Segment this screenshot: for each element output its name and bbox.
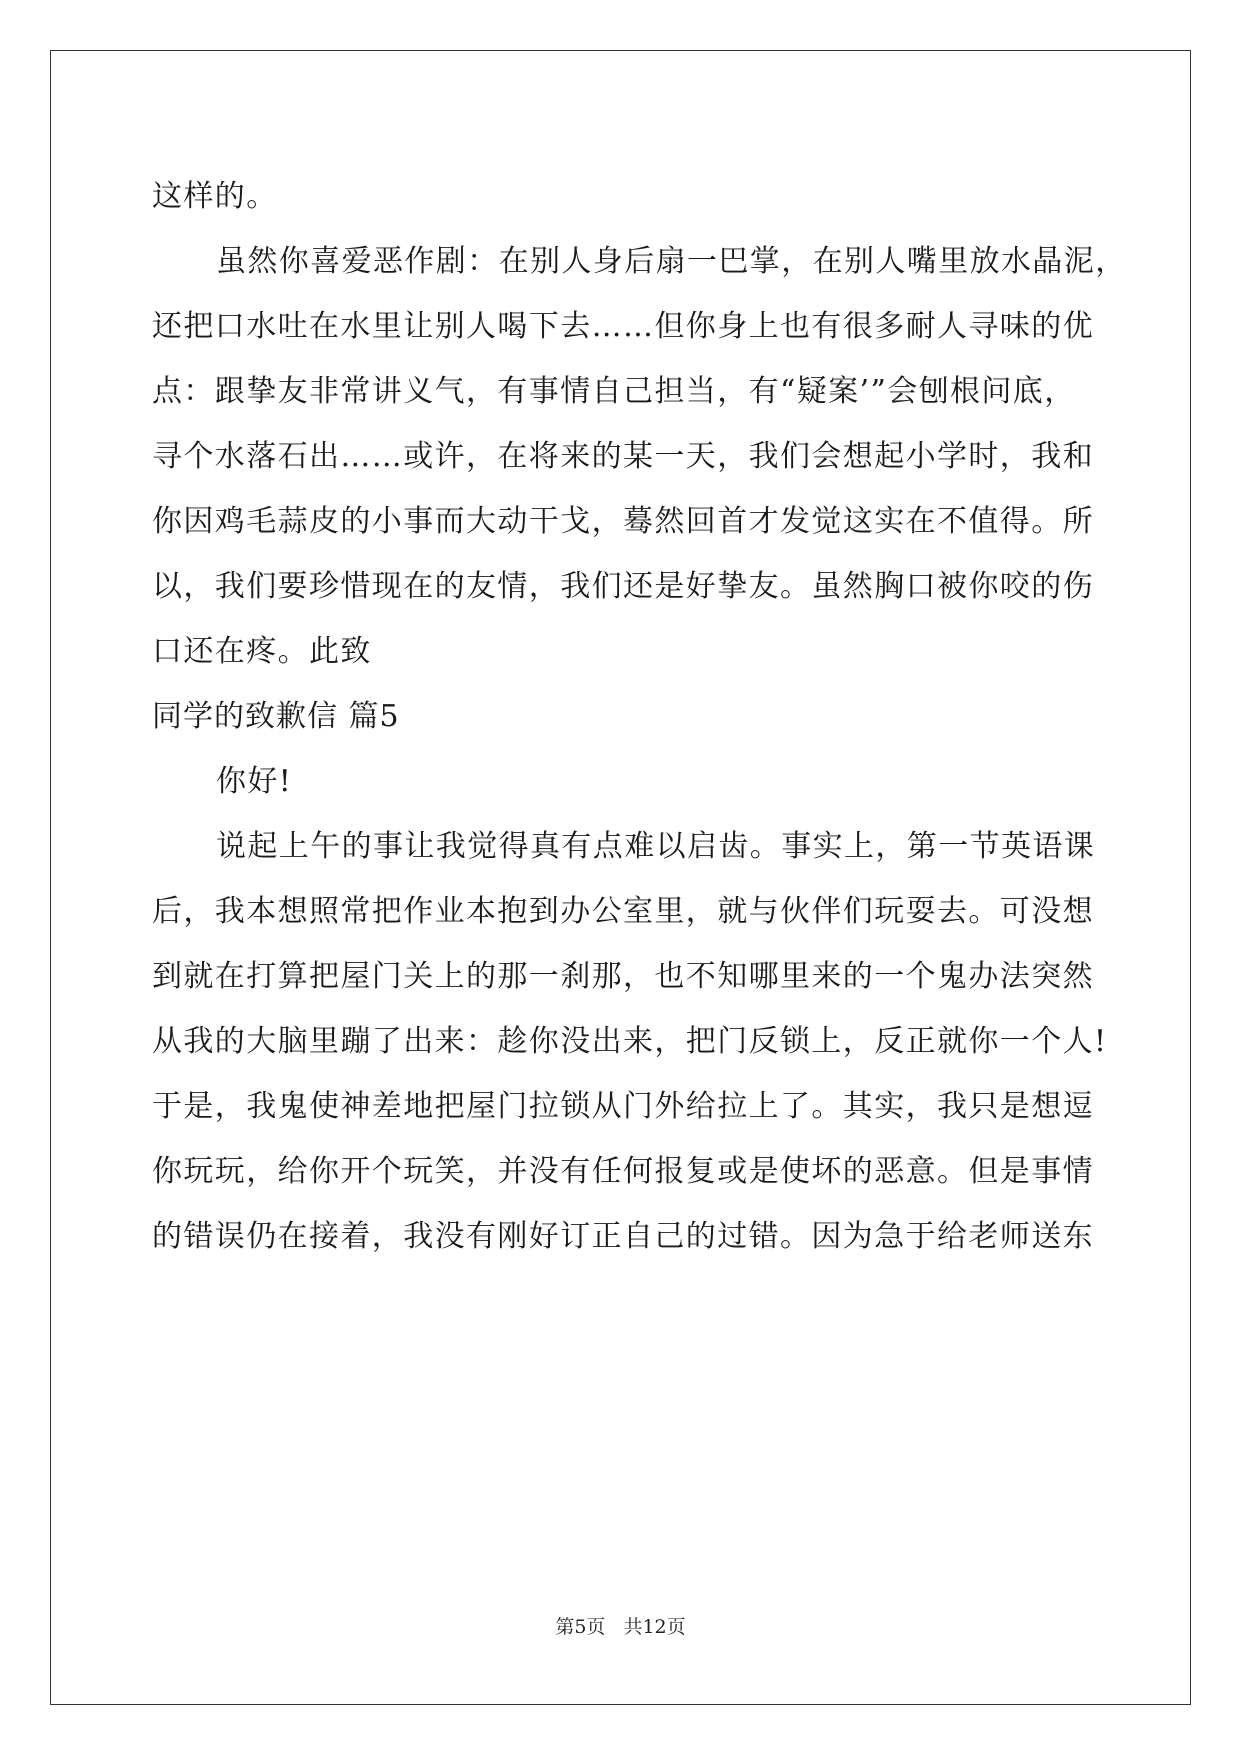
text-line: 寻个水落石出……或许，在将来的某一天，我们会想起小学时，我和 <box>152 439 1094 474</box>
greeting-line: 你好! <box>216 764 293 799</box>
text-line: 你因鸡毛蒜皮的小事而大动干戈，蓦然回首才发觉这实在不值得。所 <box>152 504 1094 539</box>
text-line: 于是，我鬼使神差地把屋门拉锁从门外给拉上了。其实，我只是想逗 <box>152 1089 1094 1124</box>
text-line: 这样的。 <box>152 179 278 214</box>
text-line: 到就在打算把屋门关上的那一刹那，也不知哪里来的一个鬼办法突然 <box>152 959 1094 994</box>
text-line: 还把口水吐在水里让别人喝下去……但你身上也有很多耐人寻味的优 <box>152 309 1094 344</box>
document-body <box>152 164 1127 1269</box>
page-number: 第5页 <box>555 1616 606 1638</box>
text-line: 说起上午的事让我觉得真有点难以启齿。事实上，第一节英语课 <box>216 829 1096 864</box>
text-line: 口还在疼。此致 <box>152 634 372 669</box>
page-footer <box>0 1612 1241 1639</box>
text-line: 点：跟挚友非常讲义气，有事情自己担当，有“疑案’”会刨根问底， <box>152 374 1076 409</box>
text-line: 你玩玩，给你开个玩笑，并没有任何报复或是使坏的恶意。但是事情 <box>152 1154 1094 1189</box>
section-heading: 同学的致歉信 篇5 <box>152 699 400 734</box>
text-line: 从我的大脑里蹦了出来：趁你没出来，把门反锁上，反正就你一个人! <box>152 1024 1108 1059</box>
text-line: 虽然你喜爱恶作剧：在别人身后扇一巴掌，在别人嘴里放水晶泥， <box>216 244 1127 279</box>
text-line: 以，我们要珍惜现在的友情，我们还是好挚友。虽然胸口被你咬的伤 <box>152 569 1094 604</box>
text-line: 的错误仍在接着，我没有刚好订正自己的过错。因为急于给老师送东 <box>152 1219 1094 1254</box>
page-total: 共12页 <box>623 1616 686 1638</box>
text-line: 后，我本想照常把作业本抱到办公室里，就与伙伴们玩耍去。可没想 <box>152 894 1094 929</box>
